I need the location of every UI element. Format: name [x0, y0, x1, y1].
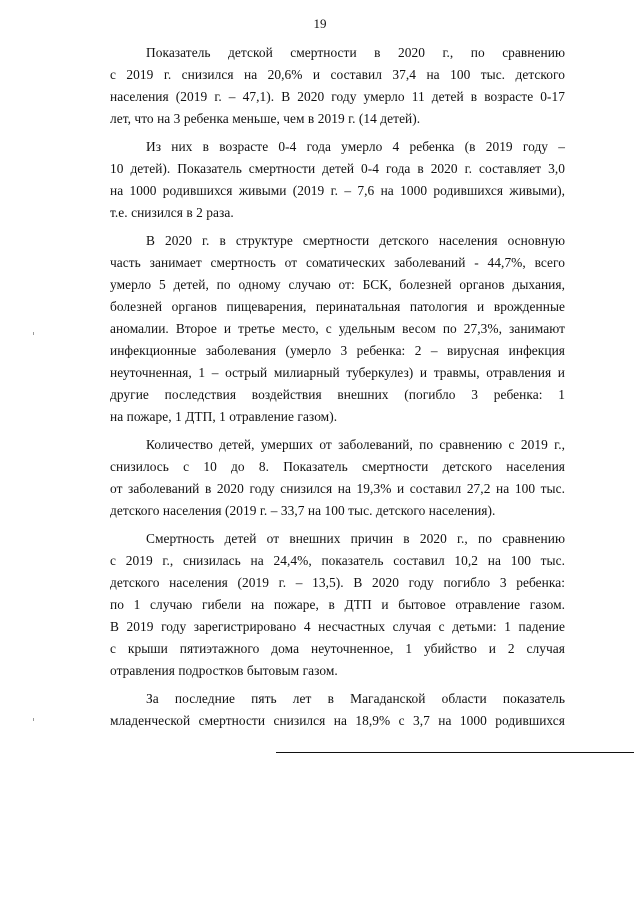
text-line: с 2019 г., снизилась на 24,4%, показатель составил 10,2 на 100 тыс.	[110, 553, 565, 568]
text-line: снизилось с 10 до 8. Показатель смертности детского населения	[110, 459, 565, 474]
footnote-separator	[276, 752, 634, 753]
paragraph-child-mortality-rate	[110, 42, 565, 130]
paragraph-age-0-4	[110, 136, 565, 224]
text-line: от заболеваний в 2020 году снизился на 19,3% и составил 27,2 на 100 тыс.	[110, 481, 565, 496]
paragraph-deaths-from-diseases	[110, 434, 565, 522]
paragraph-infant-mortality	[110, 688, 565, 732]
text-line: В 2020 г. в структуре смертности детского населения основную	[146, 233, 565, 248]
scan-mark	[33, 718, 34, 721]
text-line: детского населения (2019 г. – 33,7 на 100 тыс. детского населения).	[110, 503, 496, 518]
text-line: по 1 случаю гибели на пожаре, в ДТП и бытовое отравление газом.	[110, 597, 565, 612]
text-line: другие последствия воздействия внешних (погибло 3 ребенка: 1	[110, 387, 565, 402]
text-line: аномалии. Второе и третье место, с удельным весом по 27,3%, занимают	[110, 321, 565, 336]
text-line: В 2019 году зарегистрировано 4 несчастных случая с детьми: 1 падение	[110, 619, 565, 634]
document-body	[110, 42, 565, 732]
text-line: Количество детей, умерших от заболеваний, по сравнению с 2019 г.,	[146, 437, 565, 452]
paragraph-mortality-structure	[110, 230, 565, 428]
text-line: детского населения (2019 г. – 13,5). В 2020 году погибло 3 ребенка:	[110, 575, 565, 590]
text-line: на 1000 родившихся живыми (2019 г. – 7,6 на 1000 родившихся живыми),	[110, 183, 565, 198]
text-line: умерло 5 детей, по одному случаю от: БСК, болезней органов дыхания,	[110, 277, 565, 292]
text-line: инфекционные заболевания (умерло 3 ребенка: 2 – вирусная инфекция	[110, 343, 565, 358]
scan-mark	[33, 332, 34, 335]
text-line: младенческой смертности снизился на 18,9% с 3,7 на 1000 родившихся	[110, 713, 565, 728]
text-line: болезней органов пищеварения, перинатальная патология и врожденные	[110, 299, 565, 314]
text-line: Смертность детей от внешних причин в 2020 г., по сравнению	[146, 531, 565, 546]
text-line: т.е. снизился в 2 раза.	[110, 205, 234, 220]
text-line: неуточненная, 1 – острый милиарный туберкулез) и травмы, отравления и	[110, 365, 565, 380]
text-line: на пожаре, 1 ДТП, 1 отравление газом).	[110, 409, 338, 424]
text-line: отравления подростков бытовым газом.	[110, 663, 338, 678]
text-line: За последние пять лет в Магаданской области показатель	[146, 691, 565, 706]
page-number: 19	[313, 16, 327, 31]
text-line: лет, что на 3 ребенка меньше, чем в 2019 г. (14 детей).	[110, 111, 421, 126]
text-line: с крыши пятиэтажного дома неуточненное, 1 убийство и 2 случая	[110, 641, 565, 656]
text-line: 10 детей). Показатель смертности детей 0-4 года в 2020 г. составляет 3,0	[110, 161, 565, 176]
text-line: Из них в возрасте 0-4 года умерло 4 ребенка (в 2019 году –	[146, 139, 565, 154]
text-line: Показатель детской смертности в 2020 г., по сравнению	[146, 45, 565, 60]
text-line: часть занимает смертность от соматических заболеваний - 44,7%, всего	[110, 255, 565, 270]
text-line: с 2019 г. снизился на 20,6% и составил 37,4 на 100 тыс. детского	[110, 67, 565, 82]
paragraph-external-causes	[110, 528, 565, 682]
text-line: населения (2019 г. – 47,1). В 2020 году умерло 11 детей в возрасте 0-17	[110, 89, 565, 104]
